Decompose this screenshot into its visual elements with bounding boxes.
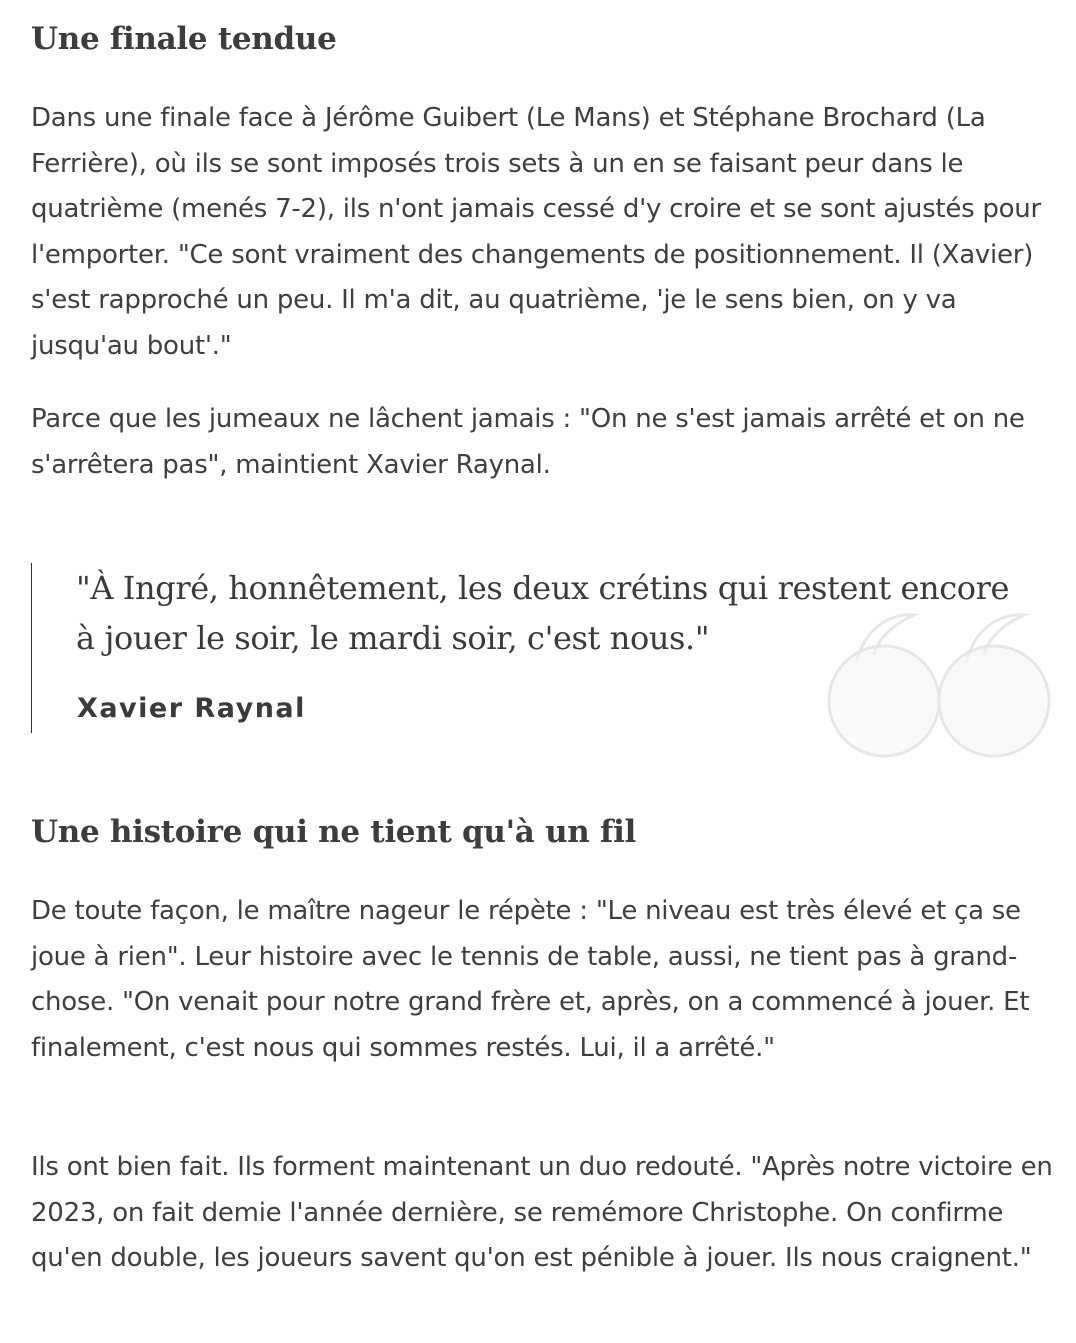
quote-text: "À Ingré, honnêtement, les deux crétins qui restent encore à jouer le soir, le mardi soir, c'est nous.": [76, 569, 1010, 657]
quote-author: Xavier Raynal: [77, 693, 306, 724]
article-paragraph: De toute façon, le maître nageur le répète : "Le niveau est très élevé et ça se joue à rien". Leur histoire avec le tennis de table, aussi, ne tient pas à grand-chose. "On venait pour notre grand frère et, après, on a commencé à jouer. Et finalement, c'est nous qui sommes restés. Lui, il a arrêté.": [31, 896, 1030, 1063]
pull-quote: [31, 563, 1062, 733]
article-paragraph: Ils ont bien fait. Ils forment maintenant un duo redouté. "Après notre victoire en 2023, on fait demie l'année dernière, se remémore Christophe. On confirme qu'en double, les joueurs savent qu'on est pénible à jouer. Ils nous craignent.": [31, 1152, 1053, 1273]
section-heading: Une histoire qui ne tient qu'à un fil: [31, 814, 637, 850]
section-heading: Une finale tendue: [31, 21, 337, 57]
article-paragraph: Parce que les jumeaux ne lâchent jamais : "On ne s'est jamais arrêté et on ne s'arrêtera pas", maintient Xavier Raynal.: [31, 404, 1025, 480]
article-paragraph: Dans une finale face à Jérôme Guibert (Le Mans) et Stéphane Brochard (La Ferrière), où ils se sont imposés trois sets à un en se faisant peur dans le quatrième (menés 7-2), ils n'ont jamais cessé d'y croire et se sont ajustés pour l'emporter. "Ce sont vraiment des changements de positionnement. Il (Xavier) s'est rapproché un peu. Il m'a dit, au quatrième, 'je le sens bien, on y va jusqu'au bout'.": [31, 103, 1041, 361]
